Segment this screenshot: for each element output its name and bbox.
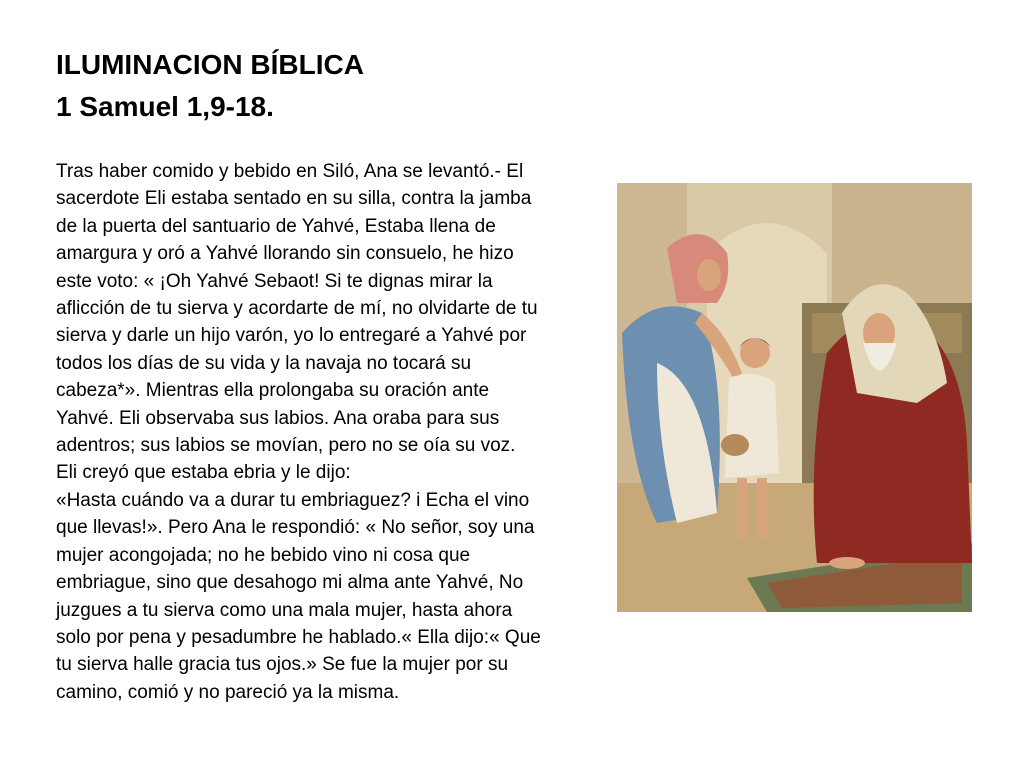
passage-line: todos los días de su vida y la navaja no tocará su bbox=[56, 352, 472, 374]
passage-line: Yahvé. Eli observaba sus labios. Ana oraba para sus bbox=[56, 407, 500, 429]
passage-line: camino, comió y no pareció ya la misma. bbox=[56, 681, 400, 703]
passage-line: sacerdote Eli estaba sentado en su silla, contra la jamba bbox=[56, 188, 532, 210]
painting-samuel-satchel bbox=[721, 434, 749, 456]
passage-line: Eli creyó que estaba ebria y le dijo: bbox=[56, 462, 351, 484]
painting-samuel-leg bbox=[757, 478, 767, 538]
passage-line: este voto: « ¡Oh Yahvé Sebaot! Si te dignas mirar la bbox=[56, 270, 493, 292]
passage-line: solo por pena y pesadumbre he hablado.« Ella dijo:« Que bbox=[56, 626, 541, 648]
passage-line: Tras haber comido y bebido en Siló, Ana se levantó.- El bbox=[56, 161, 524, 182]
passage-line: juzgues a tu sierva como una mala mujer, hasta ahora bbox=[56, 599, 513, 621]
passage-line: adentros; sus labios se movían, pero no se oía su voz. bbox=[56, 435, 516, 457]
slide-title: ILUMINACION BÍBLICA bbox=[56, 49, 364, 80]
painting-eli-foot bbox=[829, 557, 865, 569]
hannah-samuel-eli-painting bbox=[617, 183, 972, 612]
bible-illustration bbox=[617, 183, 972, 612]
painting-hannah-face bbox=[697, 259, 721, 291]
passage-line: «Hasta cuándo va a durar tu embriaguez? i Echa el vino bbox=[56, 489, 530, 511]
passage-line: embriague, sino que desahogo mi alma ante Yahvé, No bbox=[56, 572, 524, 594]
passage-text bbox=[56, 158, 601, 706]
passage-line: amargura y oró a Yahvé llorando sin consuelo, he hizo bbox=[56, 243, 514, 265]
passage-line: tu sierva halle gracia tus ojos.» Se fue la mujer por su bbox=[56, 654, 509, 676]
title-block bbox=[56, 44, 596, 128]
passage-line: sierva y darle un hijo varón, yo lo entregaré a Yahvé por bbox=[56, 325, 527, 347]
scripture-reference: 1 Samuel 1,9-18. bbox=[56, 91, 274, 122]
passage-line: aflicción de tu sierva y acordarte de mí, no olvidarte de tu bbox=[56, 298, 538, 320]
painting-samuel-face bbox=[740, 338, 770, 368]
passage-line: mujer acongojada; no he bebido vino ni cosa que bbox=[56, 544, 471, 566]
passage-line: que llevas!». Pero Ana le respondió: « No señor, soy una bbox=[56, 517, 535, 539]
passage-line: de la puerta del santuario de Yahvé, Estaba llena de bbox=[56, 215, 496, 237]
painting-samuel-tunic bbox=[725, 374, 779, 478]
painting-samuel-leg bbox=[737, 478, 747, 538]
passage-line: cabeza*». Mientras ella prolongaba su oración ante bbox=[56, 380, 490, 402]
